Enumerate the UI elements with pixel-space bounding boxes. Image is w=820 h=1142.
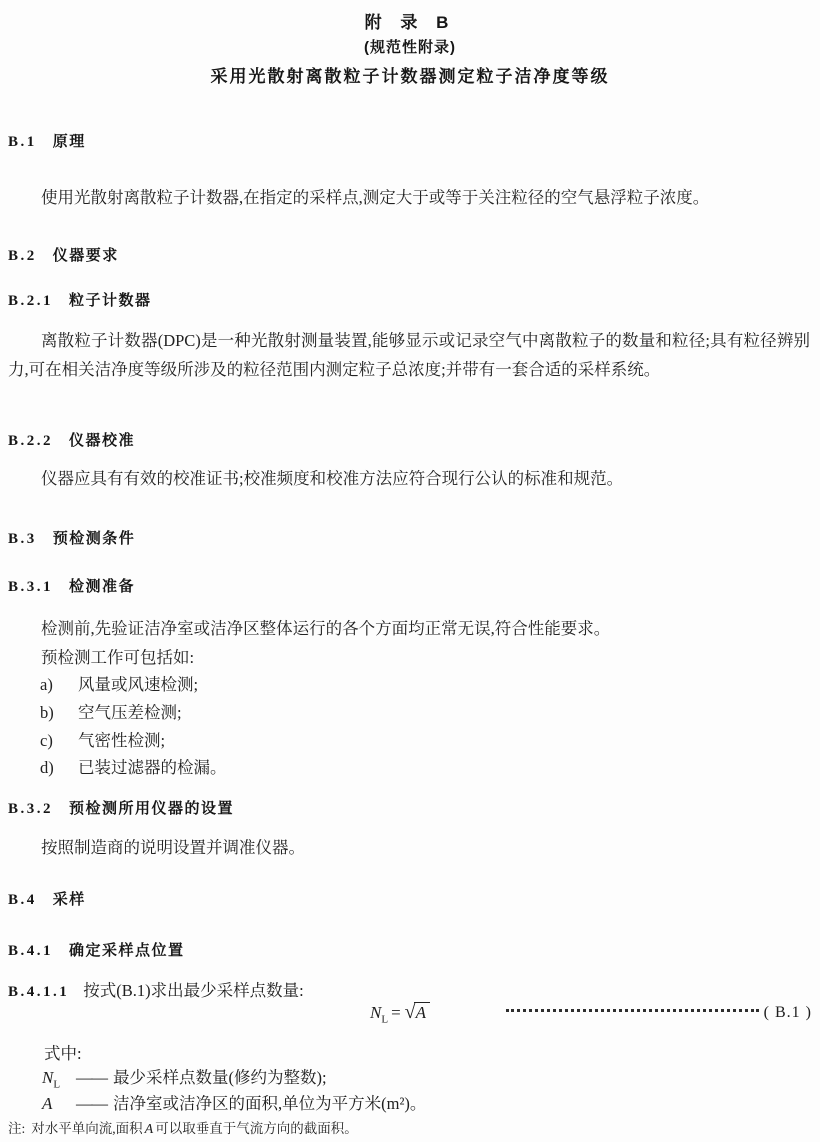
formula-var-subscript: L [381,1013,389,1026]
definition-nl-text: 最少采样点数量(修约为整数); [113,1068,327,1087]
list-marker-d: d) [40,758,54,777]
heading-b4-number: B.4 [8,892,37,908]
list-text-b: 空气压差检测; [78,703,182,722]
list-item-b [40,699,810,723]
equals-sign: = [391,1003,401,1022]
definition-nl-var: N [42,1068,54,1087]
clause-b4-1-1-number: B.4.1.1 [8,984,70,1000]
footnote-var: A [144,1122,154,1137]
paragraph-b2-1: 离散粒子计数器(DPC)是一种光散射测量装置,能够显示或记录空气中离散粒子的数量和粒径;具有粒径辨别力,可在相关洁净度等级所涉及的粒径范围内测定粒子总浓度;并带有一套合适的采样系统。 [8,331,810,379]
heading-b3-1 [8,575,135,596]
heading-b3-2 [8,797,234,818]
where-lead: 式中: [44,1044,82,1063]
definition-nl [42,1064,810,1091]
definition-nl-term [42,1068,74,1091]
heading-b4-1-number: B.4.1 [8,943,54,959]
heading-b3-number: B.3 [8,531,37,547]
formula-expression [370,1001,430,1024]
definition-nl-dash: —— [76,1068,107,1087]
paragraph-b3-1-intro: 检测前,先验证洁净室或洁净区整体运行的各个方面均正常无误,符合性能要求。 [41,619,611,638]
list-text-d: 已装过滤器的检漏。 [78,758,227,777]
footnote-label: 注: [8,1121,26,1136]
clause-b4-1-1 [8,977,810,1001]
dotted-leader [506,1009,759,1012]
definition-a-text: 洁净室或洁净区的面积,单位为平方米(m²)。 [113,1094,427,1113]
definition-nl-subscript: L [53,1078,61,1091]
heading-b2-text: 仪器要求 [52,247,119,264]
heading-b3-1-text: 检测准备 [69,578,136,595]
heading-b2-2-text: 仪器校准 [69,432,136,449]
formula-radicand: A [414,1002,430,1022]
heading-b3-2-number: B.3.2 [8,801,54,817]
appendix-subject-title: 采用光散射离散粒子计数器测定粒子洁净度等级 [210,67,610,86]
formula-row [370,1001,812,1024]
appendix-type-label: (规范性附录) [364,39,456,56]
heading-b4-text: 采样 [52,891,86,908]
heading-b1-number: B.1 [8,134,37,150]
heading-b2-1 [8,289,152,310]
list-item-c [40,727,810,751]
heading-b2-2 [8,429,135,450]
appendix-title: 附 录 B [364,13,456,32]
formula-var: N [370,1003,382,1022]
list-item-d [40,754,810,778]
list-marker-b: b) [40,703,54,722]
list-text-c: 气密性检测; [78,731,166,750]
heading-b2-1-number: B.2.1 [8,293,54,309]
definition-a-var: A [42,1094,53,1113]
definition-a [42,1090,810,1114]
heading-b2-number: B.2 [8,248,37,264]
heading-b2-1-text: 粒子计数器 [69,292,152,309]
list-item-a [40,671,810,695]
list-marker-a: a) [40,675,53,694]
definition-a-dash: —— [76,1094,107,1113]
heading-b2-2-number: B.2.2 [8,433,54,449]
paragraph-b2-2: 仪器应具有有效的校准证书;校准频度和校准方法应符合现行公认的标准和规范。 [41,469,624,488]
heading-b3 [8,527,135,548]
paragraph-b3-2: 按照制造商的说明设置并调准仪器。 [41,838,305,857]
footnote-text-pre: 对水平单向流,面积 [31,1121,143,1136]
heading-b4 [8,888,86,909]
footnote-text-post: 可以取垂直于气流方向的截面积。 [155,1121,358,1136]
heading-b2 [8,244,119,265]
list-marker-c: c) [40,731,53,750]
definition-a-term [42,1094,74,1114]
sqrt-symbol: √ [404,1001,416,1023]
heading-b4-1-text: 确定采样点位置 [69,942,185,959]
heading-b3-2-text: 预检测所用仪器的设置 [69,800,235,817]
heading-b1 [8,130,86,151]
heading-b4-1 [8,939,185,960]
formula-number-label: ( B.1 ) [763,1003,812,1021]
list-text-a: 风量或风速检测; [78,675,199,694]
heading-b3-text: 预检测条件 [52,530,136,547]
heading-b1-text: 原理 [52,133,86,150]
paragraph-b3-1-lead: 预检测工作可包括如: [41,648,195,667]
paragraph-b1: 使用光散射离散粒子计数器,在指定的采样点,测定大于或等于关注粒径的空气悬浮粒子浓度。 [41,188,710,207]
clause-b4-1-1-text: 按式(B.1)求出最少采样点数量: [83,981,304,1000]
footnote [8,1117,810,1138]
heading-b3-1-number: B.3.1 [8,579,54,595]
